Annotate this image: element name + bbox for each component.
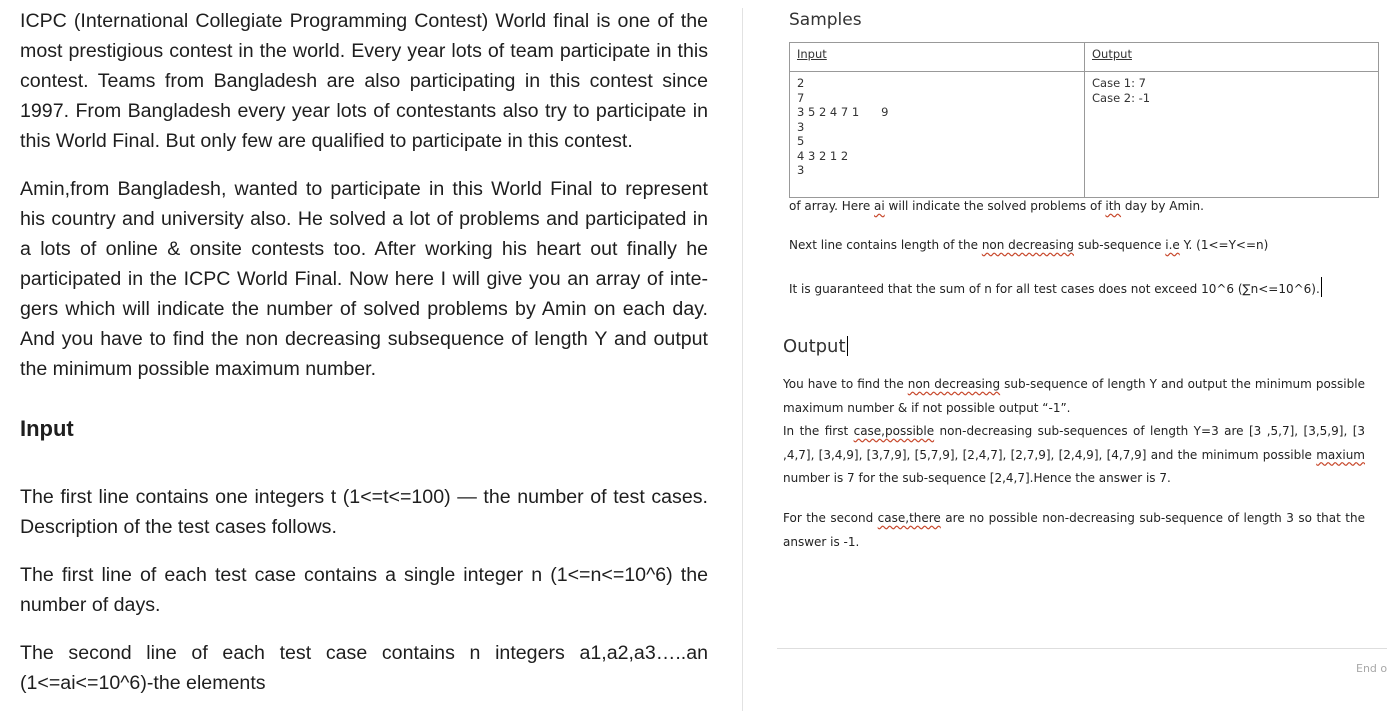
sample-output-cell — [1085, 72, 1379, 198]
story-paragraph: Amin,from Bangladesh, wanted to participate in this World Final to represent his country and university also. He solved a lot of problems and participated in a lots of online & onsite contests too. After working his heart out finally he participated in the ICPC World Final. Now here I will give you an array of inte-gers which will indicate the number of solved problems by Amin on each day. And you have to find the non decreasing subsequence of length Y and output the minimum possible maximum number. — [20, 178, 708, 380]
length-description-line: Next line contains length of the non decreasing sub-sequence i.e Y. (1<=Y<=n) — [789, 238, 1269, 252]
sample-output-line: Case 2: -1 — [1092, 90, 1151, 105]
output-heading[interactable]: Output — [783, 336, 846, 357]
output-column-header: Output — [1085, 43, 1379, 72]
input-heading: Input — [20, 416, 74, 441]
sample-input-line: 4 3 2 1 2 — [797, 148, 849, 163]
sample-input-line: 3 5 2 4 7 1 9 — [797, 105, 889, 119]
input-paragraph-3: The second line of each test case contains n integers a1,a2,a3…..an (1<=ai<=10^6)-the elements — [20, 642, 708, 694]
sample-input-line: 3 — [797, 163, 805, 177]
sample-input-cell — [790, 72, 1085, 198]
input-paragraph-1: The first line contains one integers t (1<=t<=100) — the number of test cases. Description of the test cases follows. — [20, 486, 708, 538]
sample-output-line: Case 1: 7 — [1092, 76, 1146, 90]
sample-input-line: 3 — [797, 119, 805, 134]
text-cursor — [1321, 277, 1322, 297]
end-of-document-marker: End o — [1356, 662, 1387, 675]
output-paragraph-3: For the second case,there are no possible non-decreasing sub-sequence of length 3 so that the answer is -1. — [783, 511, 1365, 549]
input-column-header: Input — [790, 43, 1085, 72]
array-description-line: of array. Here ai will indicate the solved problems of ith day by Amin. — [789, 199, 1204, 213]
samples-title: Samples — [789, 10, 862, 30]
text-cursor — [847, 336, 848, 356]
page-bottom-rule — [777, 648, 1387, 649]
intro-paragraph: ICPC (International Collegiate Programming Contest) World final is one of the most prestigious contest in the world. Every year lots of team participate in this contest. Teams from Bangladesh are also participating in this contest since 1997. From Bangladesh every year lots of contestants also try to participate in this World Final. But only few are qualified to participate in this contest. — [20, 10, 708, 152]
output-paragraph-1: You have to find the non decreasing sub-sequence of length Y and output the minimum possible maximum number & if not possible output “-1”. — [783, 377, 1365, 415]
samples-table — [789, 42, 1379, 198]
guarantee-line[interactable]: It is guaranteed that the sum of n for all test cases does not exceed 10^6 (∑n<=10^6). — [789, 277, 1322, 297]
output-paragraph-2: In the first case,possible non-decreasing sub-sequences of length Y=3 are [3 ,5,7], [3,5,9], [3 ,4,7], [3,4,9], [3,7,9], [5,7,9], [2,4,7], [2,7,9], [2,4,9], [4,7,9] and the minimum possible maxium number is 7 for the sub-sequence [2,4,7].Hence the answer is 7. — [783, 424, 1366, 485]
sample-input-line: 2 — [797, 76, 805, 90]
sample-input-line: 5 — [797, 134, 805, 148]
input-paragraph-2: The first line of each test case contains a single integer n (1<=n<=10^6) the number of days. — [20, 564, 708, 616]
sample-input-line: 7 — [797, 90, 805, 105]
